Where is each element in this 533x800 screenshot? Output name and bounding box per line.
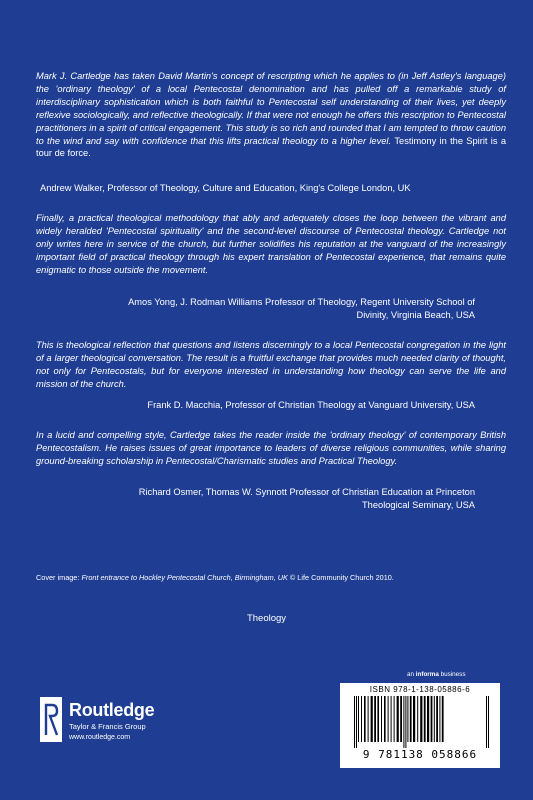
- barcode-bar: [439, 696, 440, 742]
- barcode-bar: [388, 696, 389, 742]
- barcode-guard-bar: [405, 696, 406, 748]
- barcode-bar: [417, 696, 418, 742]
- barcode-bar: [374, 696, 376, 742]
- endorsement-yong-attribution-1: Amos Yong, J. Rodman Williams Professor of Theology, Regent University School of: [128, 297, 475, 307]
- endorsement-osmer-text: In a lucid and compelling style, Cartledge takes the reader inside the 'ordinary theology' of contemporary British Pentecostalism. He raises issues of great importance to leaders of diverse religious communities, while sharing ground-breaking scholarship in Pentecostal/Charismatic studies and Practical Theology.: [36, 430, 506, 466]
- barcode-bar: [410, 696, 412, 742]
- barcode-bar: [434, 696, 435, 742]
- barcode-guard-bar: [486, 696, 487, 748]
- barcode-bar: [400, 696, 402, 742]
- barcode-bar: [413, 696, 415, 742]
- routledge-logo-icon: [40, 697, 62, 742]
- endorsement-osmer-attribution-1: Richard Osmer, Thomas W. Synnott Professor of Christian Education at Princeton: [138, 487, 475, 497]
- barcode-bar: [436, 696, 438, 742]
- informa-suffix: business: [440, 671, 466, 678]
- barcode-bar: [358, 696, 359, 742]
- barcode-bar: [361, 696, 362, 742]
- barcode-bar: [384, 696, 386, 742]
- publisher-group: Taylor & Francis Group: [69, 722, 146, 731]
- endorsement-osmer-attribution-2: Theological Seminary, USA: [362, 500, 475, 510]
- cover-image-credit: [36, 573, 394, 583]
- cover-credit-label: Cover image:: [36, 573, 80, 582]
- barcode-bar: [420, 696, 422, 742]
- informa-business-tag: [407, 671, 465, 678]
- publisher-url: www.routledge.com: [69, 734, 131, 741]
- barcode-panel: [340, 683, 500, 768]
- cover-credit-rights: © Life Community Church 2010.: [289, 573, 394, 582]
- barcode-bar: [407, 696, 408, 742]
- publisher-name: Routledge: [69, 700, 155, 720]
- barcode-bar: [364, 696, 366, 742]
- barcode-bar: [391, 696, 392, 742]
- isbn-label: ISBN 978-1-138-05886-6: [369, 685, 471, 694]
- endorsement-macchia-attribution: Frank D. Macchia, Professor of Christian Theology at Vanguard University, USA: [147, 400, 475, 410]
- barcode-bar: [368, 696, 369, 742]
- barcode-image: [352, 696, 492, 748]
- endorsement-walker-tail: Testimony in the Spirit is a tour de force.: [36, 135, 506, 159]
- endorsement-walker: [36, 70, 506, 160]
- endorsement-yong-text: Finally, a practical theological methodology that ably and adequately closes the loop between the vibrant and widely heralded 'Pentecostal spirituality' and the second-level discourse of Pentecostal theology. Cartledge not only writes here in service of the church, but further solidifies his reputation at the vanguard of the increasingly important field of practical theology through his expert translation of Pentecostal experience, that remains quite enigmatic to those outside the movement.: [36, 213, 506, 275]
- barcode-bar: [397, 696, 399, 742]
- barcode-guard-bar: [356, 696, 357, 748]
- barcode-guard-bar: [354, 696, 355, 748]
- barcode-bar: [377, 696, 379, 742]
- cover-credit-caption: Front entrance to Hockley Pentecostal Church, Birmingham, UK: [81, 573, 288, 582]
- endorsement-macchia-text: This is theological reflection that questions and listens discerningly to a local Pentecostal congregation in the light of a larger theological conversation. The result is a fruitful exchange that provides much needed clarity of thought, not only for Pentecostals, but for everyone interested in understanding how theology can serve the life and mission of the church.: [36, 340, 506, 389]
- barcode-bar: [424, 696, 426, 742]
- informa-brand: informa: [415, 671, 439, 678]
- endorsement-yong-attribution-2: Divinity, Virginia Beach, USA: [356, 310, 475, 320]
- barcode-bar: [394, 696, 395, 742]
- barcode-bar: [427, 696, 429, 742]
- barcode-number: 9 781138 058866: [362, 748, 478, 761]
- subject-category: Theology: [246, 613, 287, 624]
- barcode-guard-bar: [403, 696, 404, 748]
- endorsement-walker-attribution: Andrew Walker, Professor of Theology, Culture and Education, King's College London, UK: [40, 183, 411, 193]
- barcode-bar: [431, 696, 433, 742]
- informa-prefix: an: [407, 671, 415, 678]
- barcode-guard-bar: [488, 696, 489, 748]
- barcode-bar: [442, 696, 444, 742]
- barcode-bar: [381, 696, 382, 742]
- barcode-bar: [371, 696, 373, 742]
- endorsement-walker-text: Mark J. Cartledge has taken David Martin's concept of rescripting which he applies to (in Jeff Astley's language) the 'ordinary theology' of a local Pentecostal denomination and has pulled off a remarkable study of interdisciplinary sophistication which is both faithful to Pentecostal self understanding of their lives, yet deeply reflexive sociologically, and reflective theologically. If that were not enough he offers this rescription to Pentecostal practitioners in a spirit of critical engagement. This study is so rich and rounded that I am tempted to throw caution to the wind and say with confidence that this lifts practical theology to a higher level.: [36, 71, 506, 146]
